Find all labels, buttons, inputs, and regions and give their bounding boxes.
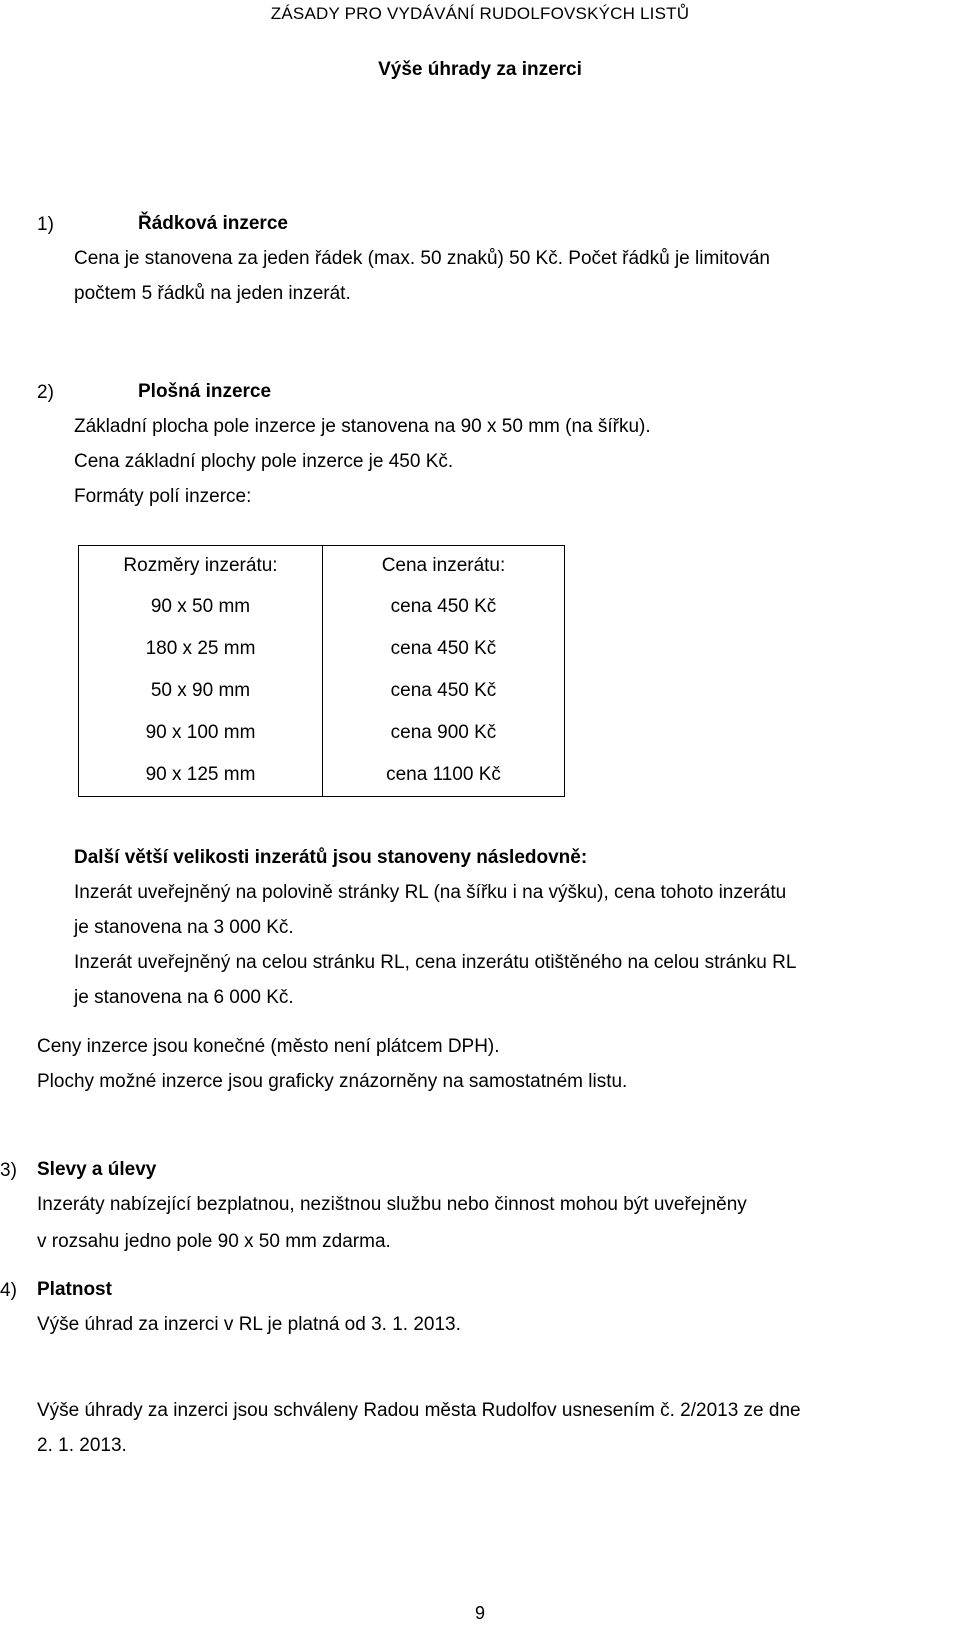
section-4-number: 4) bbox=[0, 1280, 17, 1301]
table-cell-price: cena 900 Kč bbox=[323, 712, 565, 754]
section-2-line: Cena základní plochy pole inzerce je 450 Kč. bbox=[74, 451, 454, 472]
section-2-line: Formáty polí inzerce: bbox=[74, 486, 252, 507]
section-3-line: v rozsahu jedno pole 90 x 50 mm zdarma. bbox=[37, 1231, 391, 1252]
table-cell-size: 90 x 125 mm bbox=[79, 754, 323, 797]
table-cell-size: 90 x 50 mm bbox=[79, 586, 323, 628]
section-1-line: počtem 5 řádků na jeden inzerát. bbox=[74, 283, 351, 304]
section-1-line: Cena je stanovena za jeden řádek (max. 50 znaků) 50 Kč. Počet řádků je limitován bbox=[74, 248, 770, 269]
section-1-heading: Řádková inzerce bbox=[138, 213, 288, 234]
table-cell-price: cena 1100 Kč bbox=[323, 754, 565, 797]
page-number: 9 bbox=[474, 1603, 485, 1623]
larger-sizes-line: Inzerát uveřejněný na polovině stránky RL (na šířku i na výšku), cena tohoto inzerátu bbox=[74, 882, 787, 903]
table-row bbox=[79, 586, 565, 628]
larger-sizes-heading: Další větší velikosti inzerátů jsou stanoveny následovně: bbox=[74, 847, 588, 868]
table-cell-price: cena 450 Kč bbox=[323, 628, 565, 670]
section-4-line: Výše úhrad za inzerci v RL je platná od 3. 1. 2013. bbox=[37, 1314, 461, 1335]
table-cell-size: 180 x 25 mm bbox=[79, 628, 323, 670]
note-line: Ceny inzerce jsou konečné (město není plátcem DPH). bbox=[37, 1036, 500, 1057]
table-cell-size: 90 x 100 mm bbox=[79, 712, 323, 754]
table-row bbox=[79, 670, 565, 712]
section-3-line: Inzeráty nabízející bezplatnou, nezištnou službu nebo činnost mohou být uveřejněny bbox=[37, 1194, 747, 1215]
larger-sizes-line: Inzerát uveřejněný na celou stránku RL, cena inzerátu otištěného na celou stránku RL bbox=[74, 952, 797, 973]
section-3-number: 3) bbox=[0, 1160, 17, 1181]
closing-line: 2. 1. 2013. bbox=[37, 1435, 127, 1456]
table-cell-price: cena 450 Kč bbox=[323, 670, 565, 712]
table-cell-price: cena 450 Kč bbox=[323, 586, 565, 628]
note-line: Plochy možné inzerce jsou graficky znázorněny na samostatném listu. bbox=[37, 1071, 628, 1092]
section-2-line: Základní plocha pole inzerce je stanovena na 90 x 50 mm (na šířku). bbox=[74, 416, 651, 437]
table-row bbox=[79, 712, 565, 754]
section-4-heading: Platnost bbox=[37, 1279, 112, 1300]
formats-table bbox=[78, 545, 565, 797]
section-3-heading: Slevy a úlevy bbox=[37, 1159, 157, 1180]
table-header-cell: Rozměry inzerátu: bbox=[79, 546, 323, 587]
larger-sizes-line: je stanovena na 3 000 Kč. bbox=[74, 917, 294, 938]
table-row bbox=[79, 628, 565, 670]
table-header-cell: Cena inzerátu: bbox=[323, 546, 565, 587]
section-2-heading: Plošná inzerce bbox=[138, 381, 272, 402]
table-cell-size: 50 x 90 mm bbox=[79, 670, 323, 712]
page-header: ZÁSADY PRO VYDÁVÁNÍ RUDOLFOVSKÝCH LISTŮ bbox=[270, 4, 690, 23]
section-1-number: 1) bbox=[37, 214, 54, 235]
larger-sizes-line: je stanovena na 6 000 Kč. bbox=[74, 987, 294, 1008]
section-2-number: 2) bbox=[37, 382, 54, 403]
closing-line: Výše úhrady za inzerci jsou schváleny Radou města Rudolfov usnesením č. 2/2013 ze dne bbox=[37, 1400, 801, 1421]
table-header-row bbox=[79, 546, 565, 587]
page-title: Výše úhrady za inzerci bbox=[378, 59, 582, 80]
table-row bbox=[79, 754, 565, 797]
